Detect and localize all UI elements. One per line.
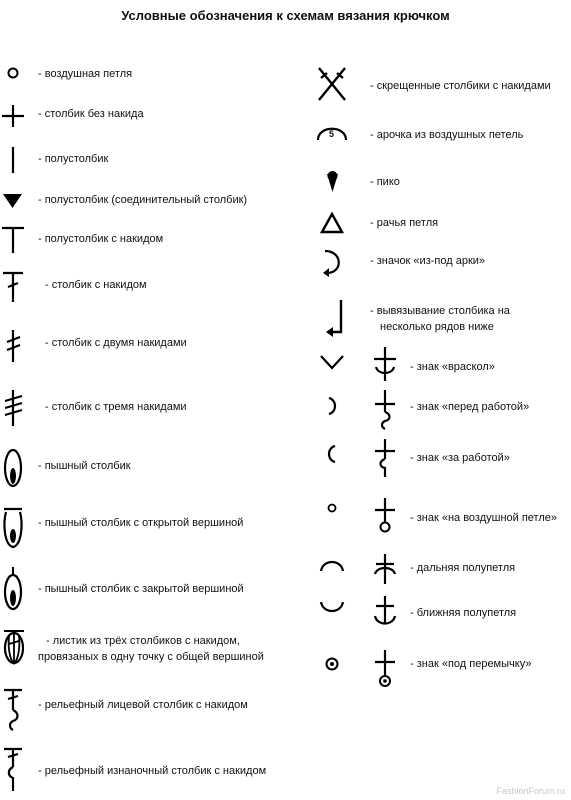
legend-label: - рачья петля (370, 217, 439, 229)
legend-label: - столбик с тремя накидами (45, 401, 187, 413)
watermark: FashionForum.ru (496, 786, 565, 796)
puff-stitch-closed-top-icon (0, 565, 34, 605)
puff-stitch-icon (0, 446, 34, 486)
page-title: Условные обозначения к схемам вязания крючком (121, 8, 450, 23)
legend-label: - рельефный изнаночный столбик с накидом (38, 765, 267, 777)
legend-label: - пико (370, 176, 400, 188)
front-dc-icon (368, 388, 402, 428)
front-mark-icon (315, 392, 349, 432)
chain-stitch-icon (0, 62, 34, 102)
legend-label: - воздушная петля (38, 68, 133, 80)
legend-label: - ближняя полупетля (410, 607, 517, 619)
legend-label: - полустолбик (38, 153, 109, 165)
legend-label: - листик из трёх столбиков с накидом, (46, 635, 240, 647)
under-arch-icon (315, 247, 349, 287)
legend-label: - скрещенные столбики с накидами (370, 80, 551, 92)
back-loop-stitch-icon (368, 550, 402, 590)
puff-stitch-open-top-icon (0, 505, 34, 545)
crossed-dc-icon (315, 62, 349, 102)
legend-label: - значок «из-под арки» (370, 255, 486, 267)
double-crochet-icon (0, 270, 34, 310)
back-mark-icon (315, 440, 349, 480)
single-crochet-icon (0, 103, 34, 143)
back-post-dc-icon (0, 745, 34, 785)
double-treble-crochet-icon (0, 388, 34, 428)
legend-label: - знак «под перемычку» (410, 658, 532, 670)
legend-label: - пышный столбик с открытой вершиной (38, 517, 244, 529)
legend-label: - полустолбик (соединительный столбик) (38, 194, 248, 206)
split-stitch-icon (368, 345, 402, 385)
legend-label: - столбик без накида (38, 108, 144, 120)
legend-label-continued: провязаных в одну точку с общей вершиной (38, 651, 264, 663)
leaf-cluster-icon (0, 626, 34, 666)
picot-icon (315, 168, 349, 208)
crab-stitch-icon (315, 210, 349, 250)
legend-label-continued: несколько рядов ниже (380, 321, 494, 333)
under-jumper-stitch-icon (368, 648, 402, 688)
front-post-dc-icon (0, 686, 34, 726)
treble-crochet-icon (0, 328, 34, 368)
legend-label: - знак «враскол» (410, 361, 495, 373)
legend-label: - пышный столбик (38, 460, 131, 472)
jumper-mark-icon (315, 654, 349, 694)
legend-label: - знак «за работой» (410, 452, 510, 464)
legend-label: - знак «на воздушной петле» (410, 512, 558, 524)
on-chain-icon (368, 496, 402, 536)
spike-stitch-icon (315, 298, 349, 338)
chain-arch-icon (315, 120, 349, 160)
legend-label: - столбик с двумя накидами (45, 337, 187, 349)
legend-label: - вывязывание столбика на (370, 305, 510, 317)
legend-label: - полустолбик с накидом (38, 233, 164, 245)
half-stitch-icon (0, 145, 34, 185)
legend-label: - пышный столбик с закрытой вершиной (38, 583, 244, 595)
front-loop-stitch-icon (368, 594, 402, 634)
v-split-icon (315, 348, 349, 388)
legend-label: - арочка из воздушных петель (370, 129, 524, 141)
legend-label: - столбик с накидом (45, 279, 147, 291)
legend-label: - дальняя полупетля (410, 562, 516, 574)
half-double-crochet-icon (0, 225, 34, 265)
legend-label: - рельефный лицевой столбик с накидом (38, 699, 248, 711)
dot-mark-icon (315, 498, 349, 538)
arch-number: 5 (329, 129, 335, 139)
back-loop-mark-icon (315, 555, 349, 595)
back-dc-icon (368, 437, 402, 477)
front-loop-mark-icon (315, 598, 349, 638)
legend-label: - знак «перед работой» (410, 401, 530, 413)
